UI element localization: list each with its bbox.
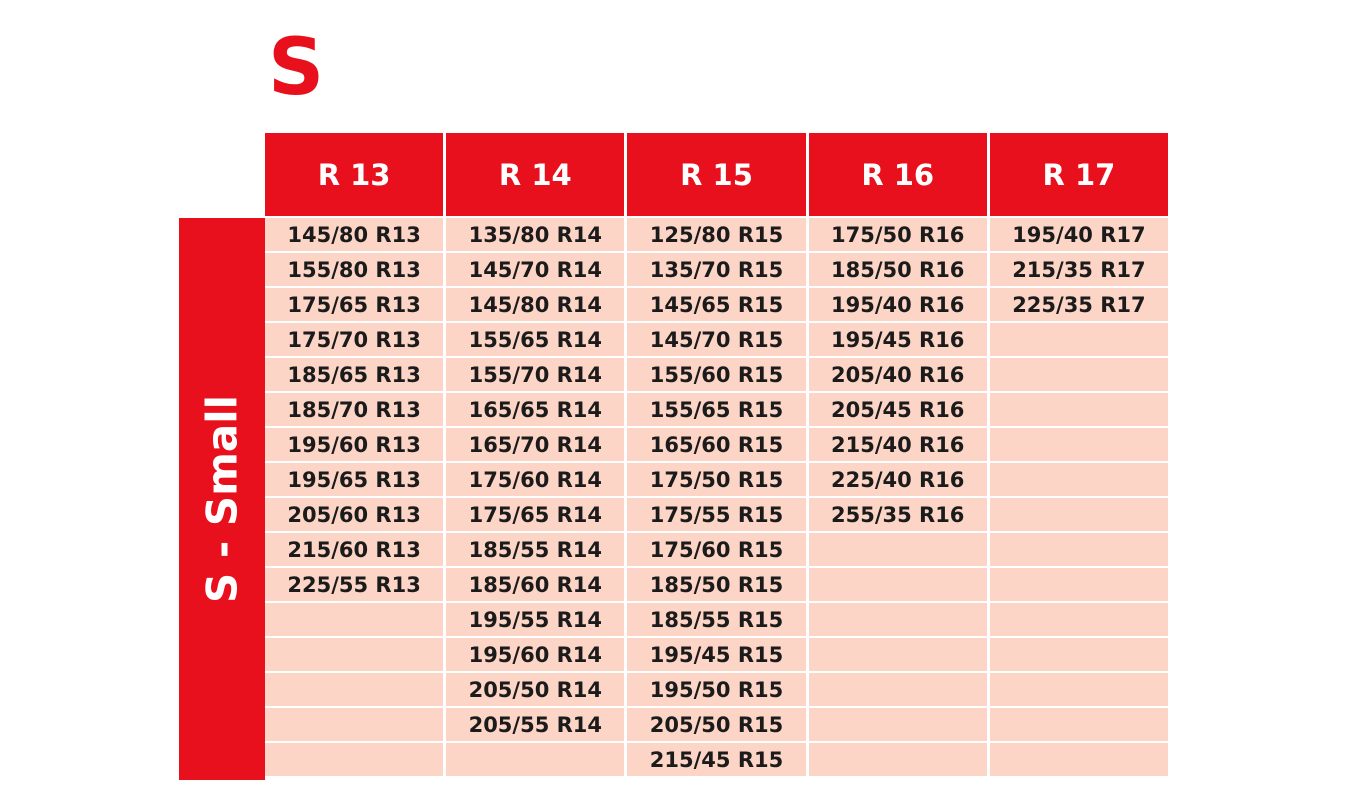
tire-size-cell: 145/80 R14 [446,288,624,323]
tire-size-cell [809,673,987,708]
tire-size-cell: 215/40 R16 [809,428,987,463]
category-letter: S [268,23,325,113]
tire-size-cell: 195/50 R15 [627,673,805,708]
size-column [990,218,1168,778]
tire-size-cell: 225/35 R17 [990,288,1168,323]
size-column [627,218,808,778]
size-column [446,218,627,778]
tire-size-cell: 135/70 R15 [627,253,805,288]
tire-size-cell: 125/80 R15 [627,218,805,253]
tire-size-cell: 145/70 R14 [446,253,624,288]
tire-size-cell: 185/50 R15 [627,568,805,603]
tire-size-cell [265,743,443,778]
tire-size-cell: 185/55 R15 [627,603,805,638]
tire-size-cell [990,498,1168,533]
tire-size-cell: 185/70 R13 [265,393,443,428]
tire-size-cell: 215/35 R17 [990,253,1168,288]
tire-size-cell: 195/55 R14 [446,603,624,638]
tire-size-cell: 215/45 R15 [627,743,805,778]
tire-size-cell: 155/65 R15 [627,393,805,428]
tire-size-cell: 155/80 R13 [265,253,443,288]
tire-size-cell [990,568,1168,603]
tire-size-cell: 195/60 R14 [446,638,624,673]
tire-size-cell: 185/50 R16 [809,253,987,288]
tire-size-cell [809,743,987,778]
tire-size-cell [990,708,1168,743]
tire-size-cell: 215/60 R13 [265,533,443,568]
tire-size-cell: 145/65 R15 [627,288,805,323]
tire-size-cell: 195/65 R13 [265,463,443,498]
rim-header-2: R 15 [627,133,808,216]
tire-size-cell [990,603,1168,638]
tire-size-cell: 175/70 R13 [265,323,443,358]
tire-size-grid [265,218,1168,778]
tire-size-cell [990,323,1168,358]
tire-size-cell: 205/40 R16 [809,358,987,393]
tire-size-cell [990,463,1168,498]
tire-size-cell: 205/60 R13 [265,498,443,533]
tire-size-cell: 135/80 R14 [446,218,624,253]
tire-size-cell: 205/50 R15 [627,708,805,743]
rim-header-0: R 13 [265,133,446,216]
tire-size-cell [990,393,1168,428]
size-column [809,218,990,778]
category-side-label [179,218,265,780]
tire-size-cell: 145/80 R13 [265,218,443,253]
tire-size-cell: 255/35 R16 [809,498,987,533]
tire-size-cell: 175/65 R13 [265,288,443,323]
tire-size-cell: 195/40 R17 [990,218,1168,253]
tire-size-cell: 165/60 R15 [627,428,805,463]
tire-size-cell: 205/50 R14 [446,673,624,708]
tire-size-cell [809,533,987,568]
tire-size-cell [446,743,624,778]
tire-size-cell: 175/60 R15 [627,533,805,568]
tire-size-cell: 185/55 R14 [446,533,624,568]
tire-size-cell: 185/65 R13 [265,358,443,393]
tire-size-cell [990,533,1168,568]
rim-header-4: R 17 [990,133,1168,216]
tire-size-cell: 165/70 R14 [446,428,624,463]
tire-size-cell: 155/65 R14 [446,323,624,358]
tire-size-cell: 205/45 R16 [809,393,987,428]
tire-size-cell: 185/60 R14 [446,568,624,603]
tire-size-cell: 205/55 R14 [446,708,624,743]
tire-size-cell: 175/50 R15 [627,463,805,498]
tire-size-cell [265,603,443,638]
tire-size-cell [990,428,1168,463]
tire-size-cell: 225/40 R16 [809,463,987,498]
tire-size-cell: 175/55 R15 [627,498,805,533]
tire-size-cell: 145/70 R15 [627,323,805,358]
tire-size-cell: 175/60 R14 [446,463,624,498]
tire-size-cell: 175/50 R16 [809,218,987,253]
rim-header-3: R 16 [809,133,990,216]
size-column [265,218,446,778]
rim-size-header-row [265,133,1168,216]
tire-size-cell [265,638,443,673]
tire-size-cell [990,358,1168,393]
tire-size-cell [990,638,1168,673]
tire-size-cell [265,708,443,743]
tire-size-cell: 195/40 R16 [809,288,987,323]
tire-size-cell: 165/65 R14 [446,393,624,428]
tire-size-cell [809,603,987,638]
tire-size-cell [265,673,443,708]
tire-size-cell: 155/60 R15 [627,358,805,393]
tire-size-cell: 155/70 R14 [446,358,624,393]
tire-size-cell [990,743,1168,778]
tire-size-cell: 195/45 R15 [627,638,805,673]
tire-size-cell [809,638,987,673]
tire-size-cell [809,568,987,603]
tire-size-cell: 195/60 R13 [265,428,443,463]
tire-size-cell [809,708,987,743]
tire-size-cell [990,673,1168,708]
rim-header-1: R 14 [446,133,627,216]
category-side-label-text: S - Small [197,394,247,604]
tire-size-cell: 195/45 R16 [809,323,987,358]
tire-size-cell: 225/55 R13 [265,568,443,603]
tire-size-cell: 175/65 R14 [446,498,624,533]
